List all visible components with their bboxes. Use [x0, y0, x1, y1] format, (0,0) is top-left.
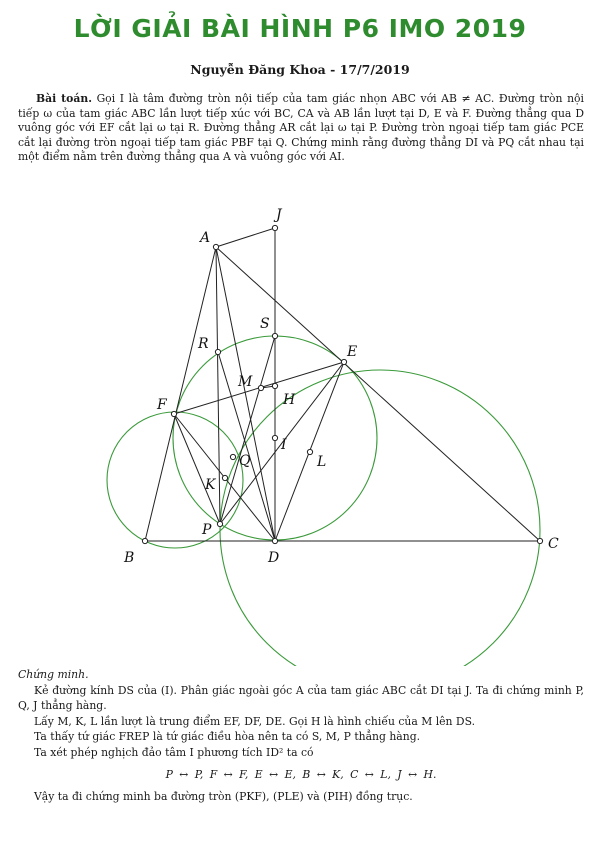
line-ap: [216, 247, 220, 524]
points: [142, 225, 542, 543]
proof-paragraph-2: Lấy M, K, L lần lượt là trung điểm EF, DF, DE. Gọi H là hình chiếu của M lên DS.: [34, 714, 476, 728]
proof-heading: Chứng minh.: [18, 668, 89, 681]
point-r: [215, 349, 220, 354]
label-b: B: [124, 550, 135, 566]
side-ac: [216, 247, 540, 541]
line-ad: [216, 247, 275, 541]
proof-section: [18, 667, 584, 804]
proof-paragraph-3: Ta thấy tứ giác FREP là tứ giác điều hòa nên ta có S, M, P thẳng hàng.: [34, 730, 421, 743]
label-e: E: [347, 344, 358, 360]
label-l: L: [317, 454, 327, 470]
inversion-mapping: P ↔ P, F ↔ F, E ↔ E, B ↔ K, C ↔ L, J ↔ H.: [165, 768, 437, 781]
author-date-line: Nguyễn Đăng Khoa - 17/7/2019: [190, 62, 410, 77]
proof-paragraph-4: Ta xét phép nghịch đảo tâm I phương tích ID² ta có: [34, 745, 314, 759]
label-i: I: [281, 437, 287, 453]
line-fp: [174, 414, 220, 524]
point-e: [341, 359, 346, 364]
point-m: [258, 385, 263, 390]
proof-paragraph-5: Vậy ta đi chứng minh ba đường tròn (PKF), (PLE) và (PIH) đồng trục.: [34, 789, 413, 803]
problem-label: Bài toán.: [36, 92, 92, 105]
label-p: P: [202, 522, 212, 538]
point-a: [213, 244, 218, 249]
line-sp: [220, 336, 275, 524]
label-m: M: [238, 374, 253, 390]
label-a: A: [200, 230, 211, 246]
point-c: [537, 538, 542, 543]
circles: [107, 336, 540, 666]
geometry-figure: [0, 196, 600, 666]
page-title: LỜI GIẢI BÀI HÌNH P6 IMO 2019: [73, 14, 527, 43]
line-aj: [216, 228, 275, 247]
point-k: [222, 475, 227, 480]
point-j: [272, 225, 277, 230]
label-j: J: [276, 207, 282, 223]
point-h: [272, 383, 277, 388]
label-k: K: [205, 477, 216, 493]
point-p: [217, 521, 222, 526]
label-f: F: [157, 397, 167, 413]
circle-pbf: [107, 412, 243, 548]
label-q: Q: [239, 453, 251, 469]
point-d: [272, 538, 277, 543]
point-f: [171, 411, 176, 416]
point-b: [142, 538, 147, 543]
label-s: S: [260, 316, 270, 332]
label-c: C: [548, 536, 559, 552]
point-q: [230, 454, 235, 459]
point-i: [272, 435, 277, 440]
label-r: R: [198, 336, 209, 352]
point-s: [272, 333, 277, 338]
proof-paragraph-1: Kẻ đường kính DS của (I). Phân giác ngoài góc A của tam giác ABC cắt DI tại J. Ta đi chứng minh P, Q, J thẳng hàng.: [18, 683, 584, 712]
problem-statement: [18, 92, 584, 165]
point-l: [307, 449, 312, 454]
side-ab: [145, 247, 216, 541]
segments: [145, 228, 540, 541]
point-labels: [123, 207, 559, 566]
label-d: D: [268, 550, 280, 566]
label-h: H: [283, 392, 296, 408]
problem-text: Gọi I là tâm đường tròn nội tiếp của tam giác nhọn ABC với AB ≠ AC. Đường tròn nội tiếp ω của tam giác ABC lần lượt tiếp xúc với BC, CA và AB lần lượt tại D, E và F. Đường thẳng qua D vuông góc với EF cắt lại ω tại R. Đường thẳng AR cắt lại ω tại P. Đường tròn ngoại tiếp tam giác PCE cắt lại đường tròn ngoại tiếp tam giác PBF tại Q. Chứng minh rằng đường thẳng DI và PQ cắt nhau tại một điểm nằm trên đường thẳng qua A và vuông góc với AI.: [18, 92, 584, 163]
